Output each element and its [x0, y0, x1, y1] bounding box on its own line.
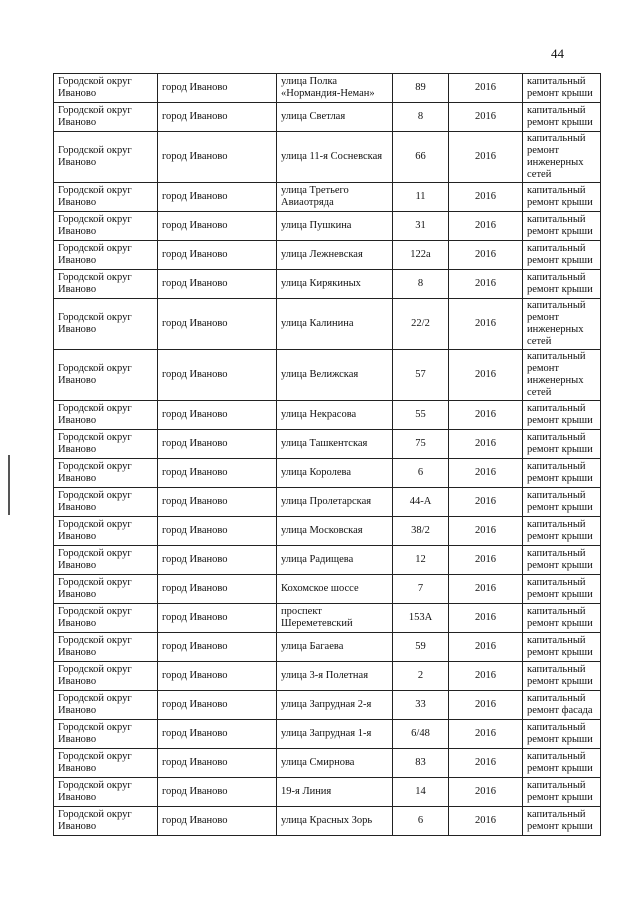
- cell-district: Городской округ Иваново: [54, 807, 158, 836]
- cell-city: город Иваново: [158, 459, 277, 488]
- table-row: [54, 401, 601, 430]
- cell-street: улица Запрудная 1-я: [277, 720, 393, 749]
- cell-street: улица Запрудная 2-я: [277, 691, 393, 720]
- cell-city: город Иваново: [158, 212, 277, 241]
- cell-district: Городской округ Иваново: [54, 604, 158, 633]
- cell-house-number: 89: [393, 74, 449, 103]
- cell-work-type: капитальный ремонт крыши: [523, 749, 601, 778]
- page-number: 44: [551, 46, 564, 61]
- repair-schedule-table: [53, 73, 601, 836]
- table-row: [54, 74, 601, 103]
- cell-city: город Иваново: [158, 691, 277, 720]
- cell-year: 2016: [449, 132, 523, 183]
- cell-district: Городской округ Иваново: [54, 74, 158, 103]
- cell-city: город Иваново: [158, 270, 277, 299]
- cell-district: Городской округ Иваново: [54, 132, 158, 183]
- cell-city: город Иваново: [158, 517, 277, 546]
- cell-house-number: 6: [393, 807, 449, 836]
- cell-city: город Иваново: [158, 546, 277, 575]
- cell-street: улица Смирнова: [277, 749, 393, 778]
- cell-work-type: капитальный ремонт крыши: [523, 517, 601, 546]
- cell-year: 2016: [449, 488, 523, 517]
- cell-district: Городской округ Иваново: [54, 241, 158, 270]
- cell-district: Городской округ Иваново: [54, 401, 158, 430]
- cell-year: 2016: [449, 401, 523, 430]
- cell-house-number: 59: [393, 633, 449, 662]
- table-row: [54, 299, 601, 350]
- cell-street: улица Кирякиных: [277, 270, 393, 299]
- cell-year: 2016: [449, 350, 523, 401]
- cell-city: город Иваново: [158, 350, 277, 401]
- cell-year: 2016: [449, 749, 523, 778]
- cell-city: город Иваново: [158, 749, 277, 778]
- cell-district: Городской округ Иваново: [54, 430, 158, 459]
- cell-work-type: капитальный ремонт фасада: [523, 691, 601, 720]
- cell-house-number: 11: [393, 183, 449, 212]
- cell-year: 2016: [449, 575, 523, 604]
- cell-year: 2016: [449, 183, 523, 212]
- cell-district: Городской округ Иваново: [54, 212, 158, 241]
- cell-city: город Иваново: [158, 633, 277, 662]
- cell-city: город Иваново: [158, 662, 277, 691]
- cell-year: 2016: [449, 691, 523, 720]
- table-row: [54, 575, 601, 604]
- cell-work-type: капитальный ремонт крыши: [523, 662, 601, 691]
- cell-street: проспект Шереметевский: [277, 604, 393, 633]
- cell-street: улица Радищева: [277, 546, 393, 575]
- cell-street: Кохомское шоссе: [277, 575, 393, 604]
- cell-house-number: 33: [393, 691, 449, 720]
- cell-work-type: капитальный ремонт крыши: [523, 807, 601, 836]
- cell-work-type: капитальный ремонт инженерных сетей: [523, 350, 601, 401]
- cell-work-type: капитальный ремонт крыши: [523, 720, 601, 749]
- cell-street: улица Полка «Нормандия-Неман»: [277, 74, 393, 103]
- table-row: [54, 488, 601, 517]
- cell-year: 2016: [449, 459, 523, 488]
- cell-street: улица 3-я Полетная: [277, 662, 393, 691]
- cell-district: Городской округ Иваново: [54, 270, 158, 299]
- cell-house-number: 7: [393, 575, 449, 604]
- table-row: [54, 430, 601, 459]
- cell-year: 2016: [449, 517, 523, 546]
- table-row: [54, 183, 601, 212]
- cell-street: улица Пролетарская: [277, 488, 393, 517]
- cell-work-type: капитальный ремонт крыши: [523, 212, 601, 241]
- cell-street: улица 11-я Сосневская: [277, 132, 393, 183]
- cell-house-number: 153А: [393, 604, 449, 633]
- cell-work-type: капитальный ремонт крыши: [523, 488, 601, 517]
- cell-work-type: капитальный ремонт инженерных сетей: [523, 132, 601, 183]
- cell-house-number: 44-А: [393, 488, 449, 517]
- cell-district: Городской округ Иваново: [54, 546, 158, 575]
- table-row: [54, 604, 601, 633]
- cell-work-type: капитальный ремонт крыши: [523, 575, 601, 604]
- cell-city: город Иваново: [158, 807, 277, 836]
- cell-house-number: 8: [393, 270, 449, 299]
- table-row: [54, 662, 601, 691]
- cell-year: 2016: [449, 604, 523, 633]
- cell-district: Городской округ Иваново: [54, 720, 158, 749]
- cell-year: 2016: [449, 103, 523, 132]
- cell-work-type: капитальный ремонт крыши: [523, 604, 601, 633]
- cell-city: город Иваново: [158, 430, 277, 459]
- cell-house-number: 66: [393, 132, 449, 183]
- cell-work-type: капитальный ремонт крыши: [523, 270, 601, 299]
- cell-house-number: 38/2: [393, 517, 449, 546]
- table-row: [54, 241, 601, 270]
- cell-work-type: капитальный ремонт крыши: [523, 633, 601, 662]
- table-row: [54, 720, 601, 749]
- cell-district: Городской округ Иваново: [54, 488, 158, 517]
- cell-city: город Иваново: [158, 183, 277, 212]
- cell-year: 2016: [449, 74, 523, 103]
- cell-work-type: капитальный ремонт крыши: [523, 401, 601, 430]
- cell-district: Городской округ Иваново: [54, 749, 158, 778]
- cell-house-number: 8: [393, 103, 449, 132]
- cell-street: улица Велижская: [277, 350, 393, 401]
- table-row: [54, 459, 601, 488]
- cell-year: 2016: [449, 212, 523, 241]
- cell-city: город Иваново: [158, 575, 277, 604]
- cell-street: улица Некрасова: [277, 401, 393, 430]
- table-row: [54, 270, 601, 299]
- cell-district: Городской округ Иваново: [54, 517, 158, 546]
- cell-street: улица Королева: [277, 459, 393, 488]
- cell-city: город Иваново: [158, 299, 277, 350]
- cell-work-type: капитальный ремонт крыши: [523, 778, 601, 807]
- table-row: [54, 212, 601, 241]
- cell-house-number: 6: [393, 459, 449, 488]
- cell-street: улица Ташкентская: [277, 430, 393, 459]
- cell-house-number: 31: [393, 212, 449, 241]
- cell-work-type: капитальный ремонт крыши: [523, 546, 601, 575]
- cell-street: улица Красных Зорь: [277, 807, 393, 836]
- cell-house-number: 14: [393, 778, 449, 807]
- cell-district: Городской округ Иваново: [54, 778, 158, 807]
- cell-house-number: 57: [393, 350, 449, 401]
- table-row: [54, 546, 601, 575]
- cell-district: Городской округ Иваново: [54, 103, 158, 132]
- cell-city: город Иваново: [158, 401, 277, 430]
- table-row: [54, 633, 601, 662]
- cell-city: город Иваново: [158, 778, 277, 807]
- cell-year: 2016: [449, 546, 523, 575]
- cell-house-number: 2: [393, 662, 449, 691]
- cell-district: Городской округ Иваново: [54, 459, 158, 488]
- cell-house-number: 12: [393, 546, 449, 575]
- cell-city: город Иваново: [158, 74, 277, 103]
- cell-district: Городской округ Иваново: [54, 691, 158, 720]
- cell-year: 2016: [449, 241, 523, 270]
- cell-house-number: 55: [393, 401, 449, 430]
- cell-street: улица Калинина: [277, 299, 393, 350]
- cell-street: улица Светлая: [277, 103, 393, 132]
- cell-year: 2016: [449, 633, 523, 662]
- table-row: [54, 778, 601, 807]
- cell-district: Городской округ Иваново: [54, 183, 158, 212]
- cell-year: 2016: [449, 662, 523, 691]
- table-row: [54, 517, 601, 546]
- cell-year: 2016: [449, 807, 523, 836]
- cell-street: улица Пушкина: [277, 212, 393, 241]
- cell-year: 2016: [449, 778, 523, 807]
- cell-year: 2016: [449, 299, 523, 350]
- cell-city: город Иваново: [158, 132, 277, 183]
- cell-city: город Иваново: [158, 488, 277, 517]
- cell-house-number: 75: [393, 430, 449, 459]
- cell-work-type: капитальный ремонт крыши: [523, 459, 601, 488]
- scan-artifact-line: [8, 455, 10, 515]
- cell-district: Городской округ Иваново: [54, 662, 158, 691]
- cell-work-type: капитальный ремонт инженерных сетей: [523, 299, 601, 350]
- cell-year: 2016: [449, 430, 523, 459]
- cell-house-number: 83: [393, 749, 449, 778]
- cell-street: улица Лежневская: [277, 241, 393, 270]
- cell-house-number: 22/2: [393, 299, 449, 350]
- cell-work-type: капитальный ремонт крыши: [523, 430, 601, 459]
- cell-year: 2016: [449, 270, 523, 299]
- cell-district: Городской округ Иваново: [54, 575, 158, 604]
- cell-city: город Иваново: [158, 604, 277, 633]
- cell-work-type: капитальный ремонт крыши: [523, 183, 601, 212]
- table-body: [54, 74, 601, 836]
- cell-street: улица Багаева: [277, 633, 393, 662]
- table-row: [54, 807, 601, 836]
- cell-city: город Иваново: [158, 720, 277, 749]
- cell-street: улица Третьего Авиаотряда: [277, 183, 393, 212]
- cell-street: улица Московская: [277, 517, 393, 546]
- cell-district: Городской округ Иваново: [54, 299, 158, 350]
- cell-street: 19-я Линия: [277, 778, 393, 807]
- table-row: [54, 103, 601, 132]
- cell-house-number: 6/48: [393, 720, 449, 749]
- cell-work-type: капитальный ремонт крыши: [523, 241, 601, 270]
- table-row: [54, 350, 601, 401]
- table-row: [54, 132, 601, 183]
- table-row: [54, 691, 601, 720]
- cell-district: Городской округ Иваново: [54, 350, 158, 401]
- cell-house-number: 122а: [393, 241, 449, 270]
- cell-work-type: капитальный ремонт крыши: [523, 74, 601, 103]
- cell-city: город Иваново: [158, 241, 277, 270]
- cell-city: город Иваново: [158, 103, 277, 132]
- cell-year: 2016: [449, 720, 523, 749]
- cell-work-type: капитальный ремонт крыши: [523, 103, 601, 132]
- cell-district: Городской округ Иваново: [54, 633, 158, 662]
- table-row: [54, 749, 601, 778]
